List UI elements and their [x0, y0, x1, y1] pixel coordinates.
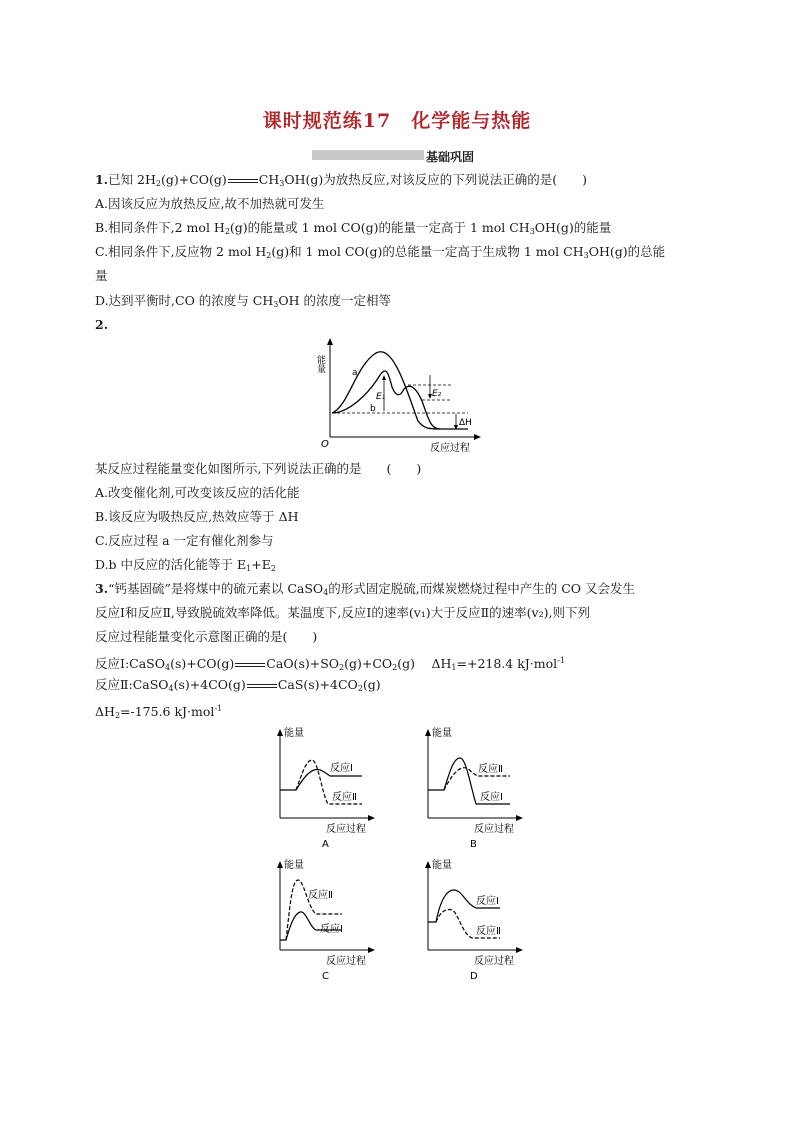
reaction-part: CaS(s)+4CO: [277, 677, 358, 692]
subscript: 2: [266, 251, 272, 260]
subscript: 1: [246, 564, 252, 573]
y-axis-label: 能量: [432, 860, 452, 871]
q3-stem-line1: [95, 581, 635, 601]
equilibrium-arrow-icon: [247, 683, 277, 689]
origin-label: O: [321, 439, 329, 450]
curve-label-top: 反应Ⅱ: [478, 764, 503, 775]
curve-label-bottom: 反应Ⅰ: [480, 792, 503, 803]
subscript: 2: [224, 227, 230, 236]
curve-a-label: a: [352, 368, 358, 378]
superscript: -1: [214, 704, 223, 713]
q1-option-b-part: (g)的能量或 1 mol CO(g)的能量一定高于 1 mol CH: [229, 220, 530, 235]
reaction-part: (g)+CO: [344, 656, 393, 671]
q1-stem-part: 已知 2H: [108, 172, 156, 187]
dh-label: ΔH: [459, 418, 472, 428]
q2-number: 2.: [95, 317, 109, 332]
curve-b-label: b: [370, 404, 376, 414]
q3-reaction-2: [95, 677, 381, 697]
q2-energy-diagram: [315, 335, 488, 457]
subscript: 3: [279, 179, 285, 188]
y-axis-label: 能量: [315, 355, 325, 373]
subscript: 2: [357, 684, 363, 693]
q1-option-d-part: OH 的浓度一定相等: [278, 293, 391, 308]
reaction-part: 反应Ⅰ:CaSO: [95, 656, 165, 671]
q2-number-line: [95, 317, 108, 333]
q3-stem-part: “钙基固硫”是将煤中的硫元素以 CaSO: [108, 581, 324, 596]
y-axis-arrow-icon: [425, 861, 431, 868]
subscript: 2: [270, 564, 276, 573]
q1-stem-part: (g)+CO(g): [160, 172, 227, 187]
q1-option-d: [95, 293, 391, 313]
q1-option-d-part: D.达到平衡时,CO 的浓度与 CH: [95, 293, 274, 308]
q3-stem-part: 的形式固定脱硫,而煤炭燃烧过程中产生的 CO 又会发生: [328, 581, 635, 596]
x-axis-arrow-icon: [516, 947, 523, 953]
q1-stem-part: CH: [258, 172, 280, 187]
y-axis-label: 能量: [284, 860, 304, 871]
equilibrium-arrow-icon: [235, 662, 265, 668]
q1-number: 1.: [95, 172, 109, 187]
q1-stem-part: OH(g)为放热反应,对该反应的下列说法正确的是( ): [284, 172, 587, 187]
e2-label: E₂: [432, 389, 442, 399]
subscript: 2: [339, 663, 345, 672]
reaction-part: (s)+CO(g): [170, 656, 235, 671]
x-axis-arrow-icon: [368, 815, 375, 821]
q3-option-a-diagram: [262, 724, 382, 852]
reaction-part: ΔH: [95, 704, 115, 719]
curve-label-bottom: 反应Ⅱ: [332, 792, 357, 803]
q1-option-a: A.因该反应为放热反应,故不加热就可发生: [95, 196, 325, 211]
q3-reaction-2-dh: [95, 701, 222, 724]
y-axis-arrow-icon: [277, 729, 283, 736]
q3-option-c-diagram: [262, 856, 382, 984]
equilibrium-arrow-icon: [228, 178, 258, 184]
section-divider-bar: [312, 150, 424, 160]
curve-a: [332, 352, 468, 429]
x-axis-label: 反应过程: [326, 824, 366, 835]
y-axis-label: 能量: [284, 728, 304, 739]
q1-option-c-cont: 量: [95, 268, 108, 283]
q1-option-b: [95, 220, 611, 240]
q2-option-d-part: D.b 中反应的活化能等于 E: [95, 557, 247, 572]
y-axis-arrow-icon: [277, 861, 283, 868]
x-axis-arrow-icon: [368, 947, 375, 953]
curve-label-top: 反应Ⅰ: [330, 763, 353, 774]
page-title: 课时规范练17 化学能与热能: [262, 110, 532, 132]
subscript: 3: [273, 300, 279, 309]
x-axis-arrow-icon: [516, 815, 523, 821]
subscript: 4: [168, 684, 174, 693]
q2-stem: 某反应过程能量变化如图所示,下列说法正确的是 ( ): [95, 461, 422, 476]
q1-option-c: [95, 244, 665, 264]
q2-option-d: [95, 557, 276, 577]
option-letter: A: [322, 839, 329, 850]
q1-option-b-part: B.相同条件下,2 mol H: [95, 220, 225, 235]
reaction-part: =+218.4 kJ·mol: [456, 656, 558, 671]
section-label: 基础巩固: [426, 150, 475, 164]
y-axis-arrow-icon: [425, 729, 431, 736]
option-letter: B: [470, 839, 477, 850]
x-axis-label: 反应过程: [430, 443, 470, 454]
q1-stem: [95, 172, 587, 192]
q2-option-b: B.该反应为吸热反应,热效应等于 ΔH: [95, 509, 299, 524]
reaction-part: (g) ΔH: [397, 656, 452, 671]
curve-label-bottom: 反应Ⅰ: [320, 924, 343, 935]
option-letter: C: [322, 971, 329, 982]
x-axis-label: 反应过程: [474, 824, 514, 835]
q3-option-b-diagram: [410, 724, 530, 852]
subscript: 3: [529, 227, 535, 236]
q1-option-c-part: (g)和 1 mol CO(g)的总能量一定高于生成物 1 mol CH: [271, 244, 584, 259]
reaction-part: 反应Ⅱ:CaSO: [95, 677, 169, 692]
option-letter: D: [470, 971, 478, 982]
subscript: 1: [451, 663, 457, 672]
reaction-part: =-175.6 kJ·mol: [120, 704, 215, 719]
q1-option-c-part: C.相同条件下,反应物 2 mol H: [95, 244, 267, 259]
reaction-part: (g): [362, 677, 381, 692]
y-axis-arrow-icon: [327, 338, 333, 345]
curve-label-top: 反应Ⅰ: [476, 896, 499, 907]
subscript: 2: [114, 711, 121, 720]
e1-label: E₁: [376, 392, 386, 402]
reaction-part: (s)+4CO(g): [173, 677, 246, 692]
q3-option-d-diagram: [410, 856, 530, 984]
q3-reaction-1: [95, 653, 565, 676]
curve-label-top: 反应Ⅱ: [308, 890, 333, 901]
q2-option-d-part: +E: [251, 557, 271, 572]
superscript: -1: [557, 656, 565, 665]
q3-number: 3.: [95, 581, 109, 596]
q3-stem-line2: 反应Ⅰ和反应Ⅱ,导致脱硫效率降低。某温度下,反应Ⅰ的速率(v₁)大于反应Ⅱ的速率(v₂),则下列: [95, 605, 590, 620]
subscript: 4: [164, 663, 171, 672]
q1-option-b-part: OH(g)的能量: [534, 220, 612, 235]
subscript: 3: [583, 251, 589, 260]
e1-arrow-head-icon: [382, 375, 386, 380]
x-axis-label: 反应过程: [326, 956, 366, 967]
q1-option-c-part: OH(g)的总能: [588, 244, 666, 259]
x-axis-arrow-icon: [474, 434, 481, 440]
y-axis-label: 能量: [432, 728, 452, 739]
subscript: 2: [155, 179, 161, 188]
q3-stem-line3: 反应过程能量变化示意图正确的是( ): [95, 629, 318, 644]
x-axis-label: 反应过程: [474, 956, 514, 967]
reaction-part: CaO(s)+SO: [266, 656, 340, 671]
q2-option-a: A.改变催化剂,可改变该反应的活化能: [95, 485, 300, 500]
q2-option-c: C.反应过程 a 一定有催化剂参与: [95, 533, 274, 548]
subscript: 4: [323, 588, 329, 597]
curve-label-bottom: 反应Ⅱ: [476, 926, 501, 937]
subscript: 2: [392, 663, 398, 672]
